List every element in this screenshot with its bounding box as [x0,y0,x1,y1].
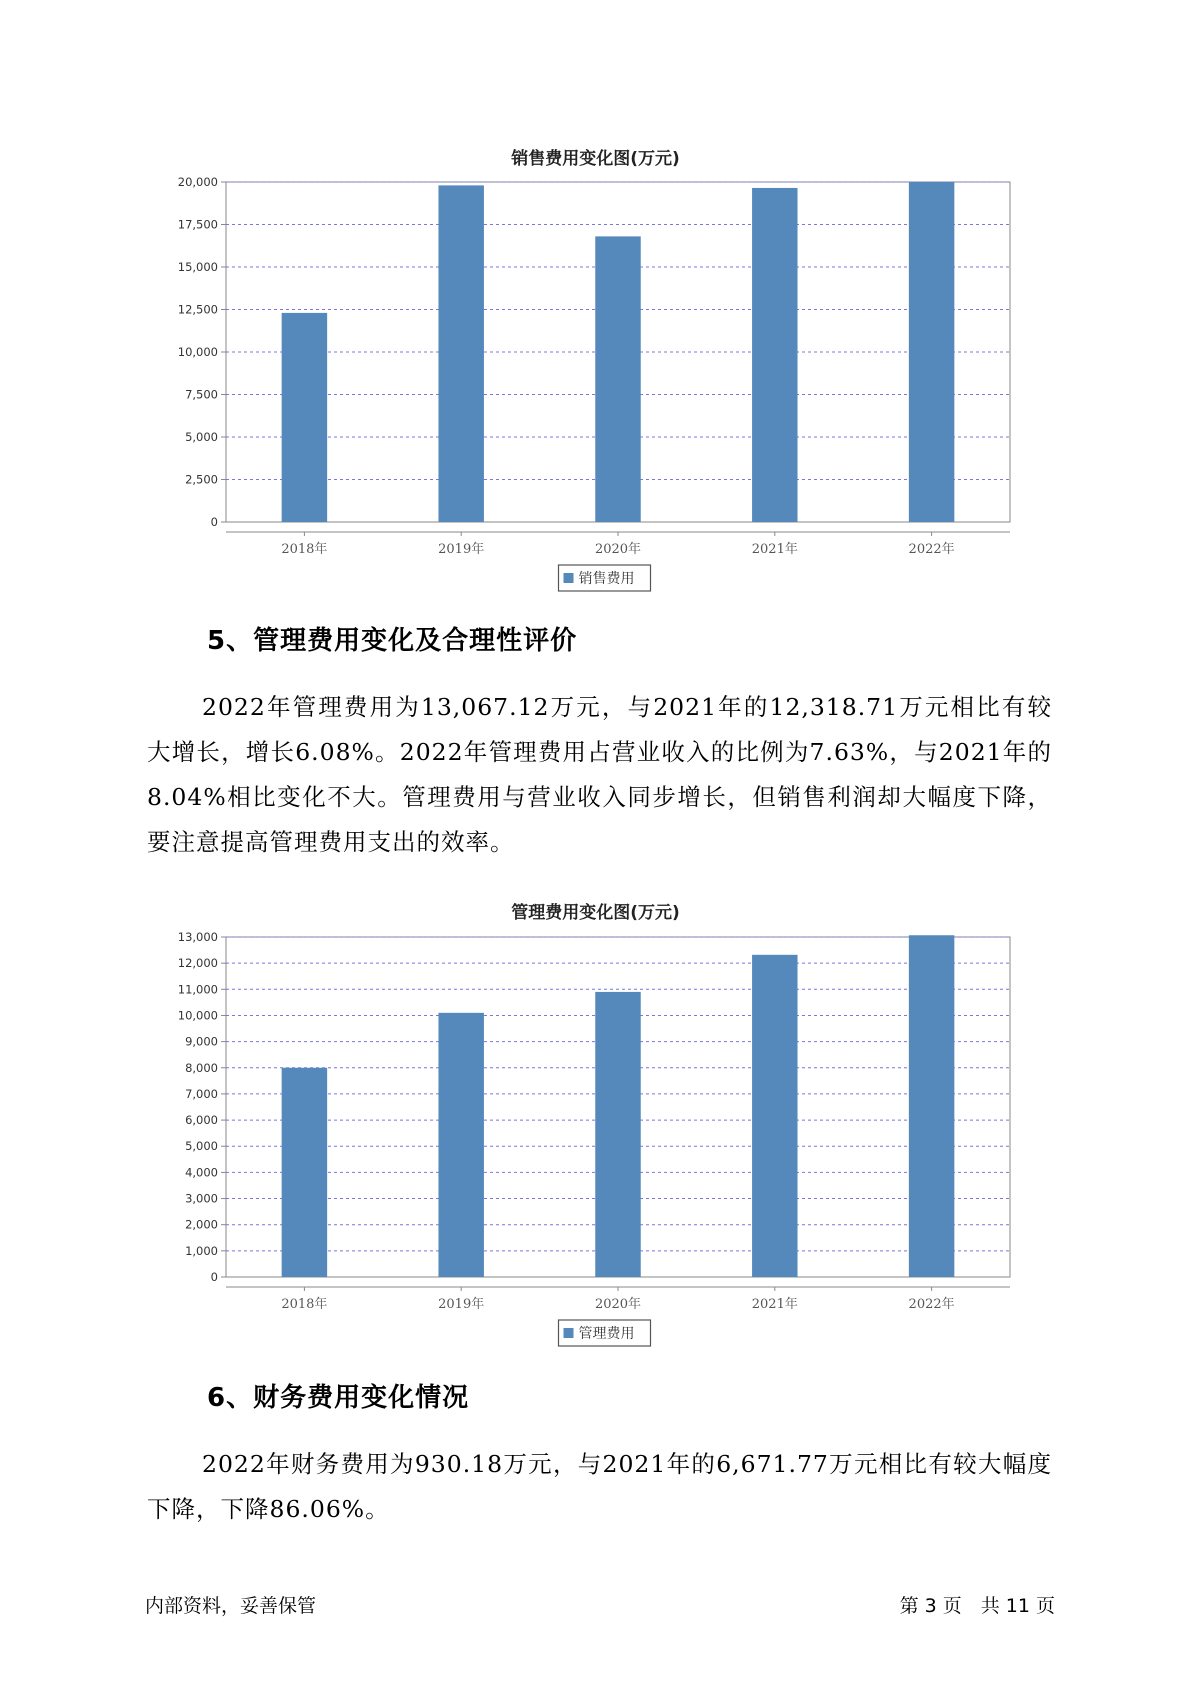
bar [282,1068,327,1277]
x-tick-label: 2018年 [281,1297,328,1312]
y-tick-label: 15,000 [177,260,218,274]
bar [438,1013,483,1277]
legend-label: 管理费用 [578,1326,635,1342]
y-tick-label: 2,500 [185,472,218,487]
bar [752,188,797,522]
x-tick-label: 2022年 [908,1297,955,1312]
legend-swatch [564,1328,574,1338]
x-tick-label: 2018年 [281,542,328,557]
footer-page-number: 第 3 页 共 11 页 [899,1595,1055,1617]
bar [282,313,327,522]
y-tick-label: 0 [210,515,218,529]
y-tick-label: 2,000 [185,1217,218,1232]
y-tick-label: 13,000 [177,930,218,944]
y-tick-label: 11,000 [177,982,218,997]
sales-expense-chart [0,170,1191,610]
y-tick-label: 12,000 [177,956,218,971]
bar [595,236,640,522]
y-tick-label: 7,500 [185,387,218,402]
y-tick-label: 10,000 [177,1008,218,1023]
y-tick-label: 17,500 [177,217,218,232]
y-tick-label: 12,500 [177,302,218,317]
footer-confidential-note: 内部资料，妥善保管 [145,1595,317,1617]
section-5-paragraph: 2022年管理费用为13,067.12万元，与2021年的12,318.71万元相比有较大增长，增长6.08%。2022年管理费用占营业收入的比例为7.63%，与2021年的8.04%相比变化不大。管理费用与营业收入同步增长，但销售利润却大幅度下降，要注意提高管理费用支出的效率。 [147,693,1052,856]
y-tick-label: 20,000 [177,175,218,189]
y-tick-label: 5,000 [185,1139,218,1154]
section-6-heading: 6、财务费用变化情况 [207,1383,470,1413]
y-tick-label: 7,000 [185,1086,218,1101]
x-tick-label: 2021年 [751,542,798,557]
chart-title-admin: 管理费用变化图(万元) [511,903,680,923]
chart-title-sales: 销售费用变化图(万元) [511,149,680,169]
y-tick-label: 10,000 [177,345,218,359]
legend-swatch [564,573,574,583]
x-tick-label: 2022年 [908,542,955,557]
bar [438,185,483,522]
y-tick-label: 9,000 [185,1034,218,1049]
x-tick-label: 2020年 [594,542,642,557]
y-tick-label: 4,000 [185,1165,218,1180]
bar [595,992,640,1277]
bar [909,182,954,522]
legend-label: 销售费用 [578,571,635,587]
bar [752,955,797,1277]
x-tick-label: 2019年 [438,542,485,557]
section-6-paragraph: 2022年财务费用为930.18万元，与2021年的6,671.77万元相比有较大幅度下降，下降86.06%。 [147,1450,1052,1523]
x-tick-label: 2020年 [594,1297,642,1312]
section-5-heading: 5、管理费用变化及合理性评价 [207,626,578,656]
y-tick-label: 6,000 [185,1113,218,1128]
y-tick-label: 0 [210,1270,218,1284]
y-tick-label: 3,000 [185,1191,218,1206]
x-tick-label: 2019年 [438,1297,485,1312]
admin-expense-chart [0,925,1191,1365]
y-tick-label: 5,000 [185,430,218,444]
y-tick-label: 8,000 [185,1060,218,1075]
bar [909,935,954,1277]
x-tick-label: 2021年 [751,1297,798,1312]
y-tick-label: 1,000 [185,1243,218,1258]
